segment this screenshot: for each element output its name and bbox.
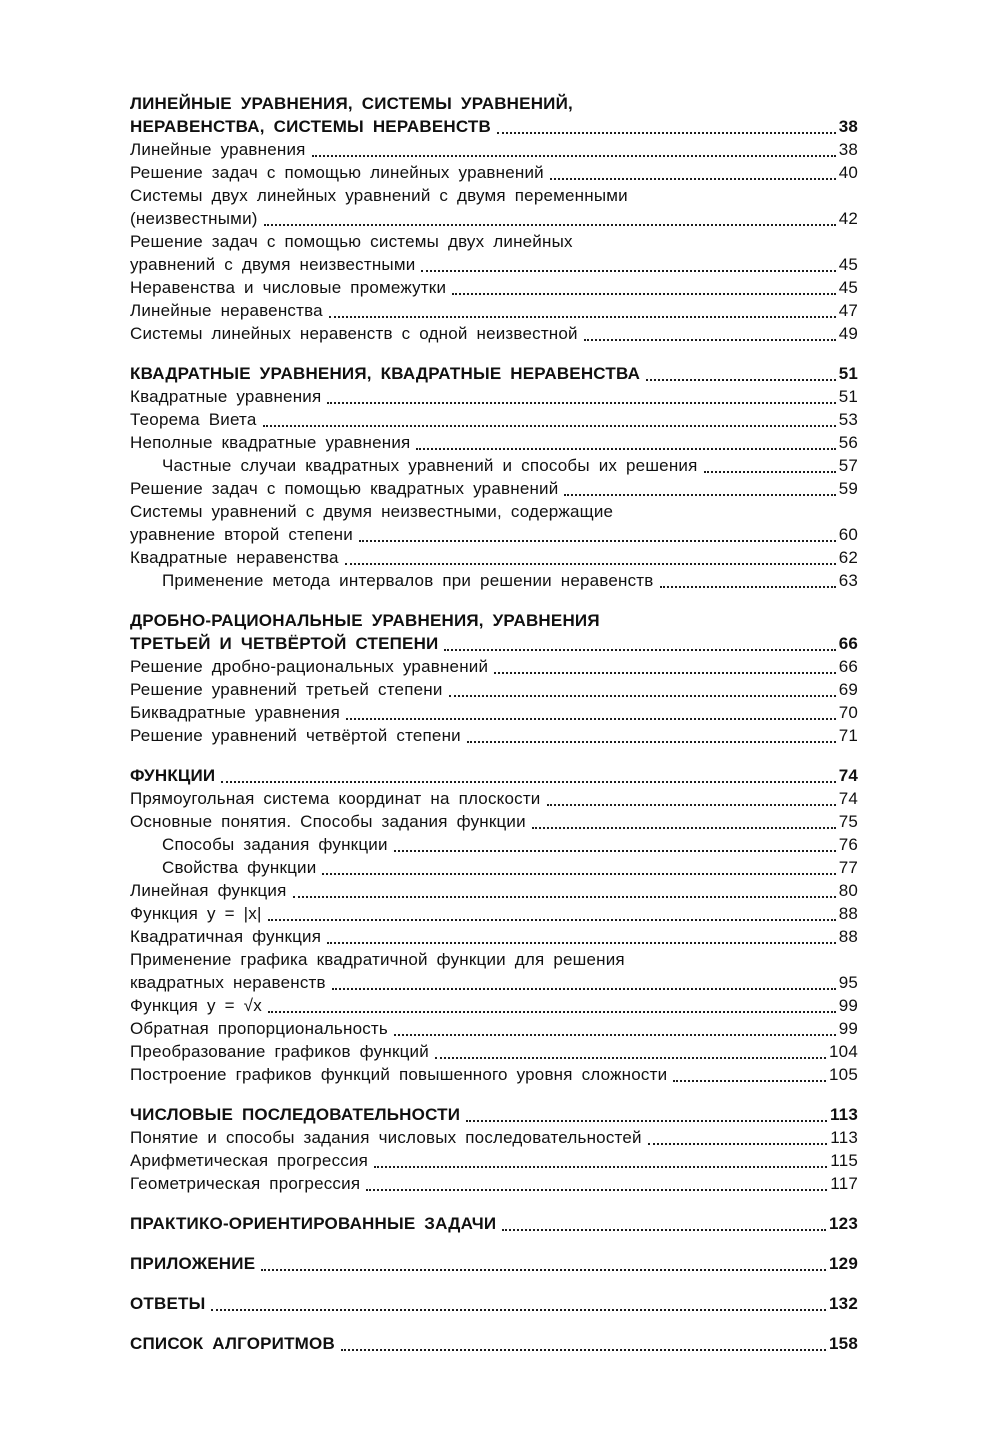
toc-entry-text: уравнение второй степени <box>130 525 353 544</box>
toc-section-heading-text: НЕРАВЕНСТВА, СИСТЕМЫ НЕРАВЕНСТВ <box>130 117 491 136</box>
toc-entry-line <box>130 299 858 322</box>
toc-entry-line <box>130 184 858 207</box>
toc-entry-line <box>130 948 858 971</box>
toc-entry <box>130 879 858 902</box>
toc-entry-line <box>130 253 858 276</box>
toc-section-heading <box>130 1292 858 1315</box>
toc-entry <box>130 299 858 322</box>
toc-entry <box>130 385 858 408</box>
page-number: 75 <box>838 812 858 831</box>
toc-entry-text: Применение графика квадратичной функции для решения <box>130 950 625 969</box>
toc-entry <box>130 569 858 592</box>
toc-entry <box>130 1017 858 1040</box>
toc-section-heading-line <box>130 1103 858 1126</box>
page-number: 88 <box>838 904 858 923</box>
dot-leader <box>494 672 835 674</box>
toc-entry-text: Квадратные уравнения <box>130 387 322 406</box>
page-number: 60 <box>838 525 858 544</box>
toc-entry <box>130 856 858 879</box>
dot-leader <box>345 563 836 565</box>
dot-leader <box>332 988 836 990</box>
toc-entry <box>130 678 858 701</box>
toc-entry-line <box>130 546 858 569</box>
toc-entry <box>130 810 858 833</box>
toc-section-heading-line <box>130 1212 858 1235</box>
toc-entry-text: Геометрическая прогрессия <box>130 1174 361 1193</box>
dot-leader <box>449 695 836 697</box>
page-number: 74 <box>838 766 858 785</box>
toc-entry-text: Прямоугольная система координат на плоскости <box>130 789 541 808</box>
toc-entry-line <box>130 902 858 925</box>
toc-section-heading <box>130 609 858 655</box>
toc-entry <box>130 724 858 747</box>
toc-section-heading-line <box>130 115 858 138</box>
page-number: 63 <box>838 571 858 590</box>
dot-leader <box>466 1120 827 1122</box>
toc-entry-line <box>130 925 858 948</box>
toc-entry <box>130 1149 858 1172</box>
dot-leader <box>327 402 835 404</box>
toc-entry-text: Решение уравнений четвёртой степени <box>130 726 461 745</box>
toc-section-heading-line <box>130 362 858 385</box>
dot-leader <box>359 540 836 542</box>
toc-entry-line <box>130 431 858 454</box>
page-number: 80 <box>838 881 858 900</box>
toc-entry-line <box>130 724 858 747</box>
toc-entry-text: Свойства функции <box>162 858 317 877</box>
toc-entry-line <box>130 678 858 701</box>
dot-leader <box>264 224 836 226</box>
toc-entry <box>130 454 858 477</box>
page-number: 56 <box>838 433 858 452</box>
toc-entry <box>130 500 858 546</box>
table-of-contents <box>130 92 858 1355</box>
toc-entry-line <box>130 1040 858 1063</box>
toc-entry-line <box>130 1172 858 1195</box>
page-number: 115 <box>830 1151 858 1170</box>
toc-entry-text: Решение задач с помощью линейных уравнений <box>130 163 544 182</box>
page-number: 95 <box>838 973 858 992</box>
toc-entry <box>130 184 858 230</box>
toc-entry-text: Функция y = |x| <box>130 904 262 923</box>
toc-entry-text: Преобразование графиков функций <box>130 1042 429 1061</box>
page-number: 45 <box>838 278 858 297</box>
dot-leader <box>322 873 835 875</box>
page-number: 59 <box>838 479 858 498</box>
toc-entry-text: Линейные неравенства <box>130 301 323 320</box>
toc-section-heading-text: ПРАКТИКО-ОРИЕНТИРОВАННЫЕ ЗАДАЧИ <box>130 1214 497 1233</box>
toc-entry <box>130 655 858 678</box>
toc-entry-line <box>130 879 858 902</box>
toc-entry-text: Квадратичная функция <box>130 927 322 946</box>
toc-entry <box>130 276 858 299</box>
toc-entry-line <box>162 569 858 592</box>
page-number: 70 <box>838 703 858 722</box>
dot-leader <box>532 827 836 829</box>
toc-entry-line <box>130 161 858 184</box>
toc-entry-text: Решение задач с помощью квадратных уравнений <box>130 479 559 498</box>
toc-entry-line <box>130 655 858 678</box>
toc-entry <box>130 1172 858 1195</box>
toc-section <box>130 1103 858 1195</box>
toc-entry-line <box>130 787 858 810</box>
toc-section-heading-line <box>130 1252 858 1275</box>
page-number: 49 <box>838 324 858 343</box>
toc-section <box>130 764 858 1086</box>
toc-section-heading-line <box>130 92 858 115</box>
toc-entry <box>130 1063 858 1086</box>
dot-leader <box>268 1011 836 1013</box>
dot-leader <box>550 178 836 180</box>
toc-section-heading-text: ПРИЛОЖЕНИЕ <box>130 1254 256 1273</box>
toc-entry-text: Теорема Виета <box>130 410 257 429</box>
toc-section-heading <box>130 1332 858 1355</box>
toc-section-heading <box>130 764 858 787</box>
toc-entry <box>130 546 858 569</box>
page-number: 57 <box>838 456 858 475</box>
toc-entry <box>130 138 858 161</box>
toc-section-heading-text: ЛИНЕЙНЫЕ УРАВНЕНИЯ, СИСТЕМЫ УРАВНЕНИЙ, <box>130 94 573 113</box>
dot-leader <box>673 1080 826 1082</box>
toc-entry <box>130 477 858 500</box>
toc-entry-line <box>130 230 858 253</box>
dot-leader <box>452 293 836 295</box>
dot-leader <box>564 494 835 496</box>
toc-entry-line <box>130 523 858 546</box>
page-number: 69 <box>838 680 858 699</box>
page-number: 74 <box>838 789 858 808</box>
dot-leader <box>211 1309 826 1311</box>
page-number: 62 <box>838 548 858 567</box>
toc-section-heading-text: СПИСОК АЛГОРИТМОВ <box>130 1334 335 1353</box>
dot-leader <box>329 316 836 318</box>
toc-entry-line <box>130 276 858 299</box>
toc-entry <box>130 948 858 994</box>
page-number: 76 <box>838 835 858 854</box>
toc-entry-line <box>130 1017 858 1040</box>
dot-leader <box>416 448 835 450</box>
dot-leader <box>327 942 836 944</box>
page-number: 104 <box>829 1042 858 1061</box>
toc-section <box>130 1252 858 1275</box>
dot-leader <box>221 781 835 783</box>
dot-leader <box>366 1189 827 1191</box>
toc-entry <box>130 701 858 724</box>
toc-section-heading-line <box>130 1292 858 1315</box>
page-number: 38 <box>838 117 858 136</box>
toc-entry <box>130 1040 858 1063</box>
toc-entry-text: Понятие и способы задания числовых последовательностей <box>130 1128 642 1147</box>
toc-section-heading <box>130 1252 858 1275</box>
toc-entry <box>130 833 858 856</box>
toc-entry-text: Применение метода интервалов при решении неравенств <box>162 571 654 590</box>
toc-entry-line <box>162 856 858 879</box>
toc-entry-text: Биквадратные уравнения <box>130 703 340 722</box>
toc-section-heading-line <box>130 632 858 655</box>
toc-entry-text: Системы двух линейных уравнений с двумя переменными <box>130 186 628 205</box>
page-number: 123 <box>829 1214 858 1233</box>
toc-entry-line <box>130 1149 858 1172</box>
toc-entry-text: квадратных неравенств <box>130 973 326 992</box>
toc-section-heading-text: ТРЕТЬЕЙ И ЧЕТВЁРТОЙ СТЕПЕНИ <box>130 634 439 653</box>
toc-entry <box>130 431 858 454</box>
dot-leader <box>394 850 836 852</box>
toc-entry-text: Неполные квадратные уравнения <box>130 433 411 452</box>
toc-section-heading <box>130 1212 858 1235</box>
toc-entry-text: (неизвестными) <box>130 209 258 228</box>
toc-section <box>130 362 858 592</box>
dot-leader <box>346 718 836 720</box>
dot-leader <box>268 919 836 921</box>
dot-leader <box>584 339 836 341</box>
toc-section-heading-text: ЧИСЛОВЫЕ ПОСЛЕДОВАТЕЛЬНОСТИ <box>130 1105 461 1124</box>
toc-section-heading <box>130 1103 858 1126</box>
toc-entry-line <box>162 833 858 856</box>
dot-leader <box>421 270 835 272</box>
toc-entry-line <box>130 138 858 161</box>
toc-entry-line <box>130 1126 858 1149</box>
toc-entry-line <box>162 454 858 477</box>
toc-entry-line <box>130 971 858 994</box>
dot-leader <box>467 741 836 743</box>
page-number: 88 <box>838 927 858 946</box>
toc-section-heading <box>130 362 858 385</box>
toc-entry-text: Частные случаи квадратных уравнений и способы их решения <box>162 456 698 475</box>
dot-leader <box>704 471 836 473</box>
page-number: 132 <box>829 1294 858 1313</box>
dot-leader <box>547 804 836 806</box>
toc-section <box>130 1292 858 1315</box>
toc-entry-line <box>130 994 858 1017</box>
toc-entry-line <box>130 810 858 833</box>
page-number: 45 <box>838 255 858 274</box>
dot-leader <box>660 586 836 588</box>
dot-leader <box>394 1034 836 1036</box>
dot-leader <box>341 1349 826 1351</box>
page-number: 66 <box>838 634 858 653</box>
toc-entry-line <box>130 322 858 345</box>
toc-entry-line <box>130 408 858 431</box>
toc-entry-text: Способы задания функции <box>162 835 388 854</box>
toc-section-heading <box>130 92 858 138</box>
toc-entry-text: Обратная пропорциональность <box>130 1019 388 1038</box>
toc-entry-line <box>130 701 858 724</box>
page-number: 38 <box>838 140 858 159</box>
page-number: 99 <box>838 1019 858 1038</box>
toc-entry <box>130 925 858 948</box>
toc-entry <box>130 787 858 810</box>
toc-section <box>130 609 858 747</box>
toc-entry-line <box>130 500 858 523</box>
toc-entry-text: Квадратные неравенства <box>130 548 339 567</box>
toc-entry-line <box>130 385 858 408</box>
toc-section-heading-text: ФУНКЦИИ <box>130 766 216 785</box>
toc-section-heading-line <box>130 609 858 632</box>
toc-section-heading-line <box>130 764 858 787</box>
toc-entry-text: уравнений с двумя неизвестными <box>130 255 416 274</box>
toc-entry-line <box>130 1063 858 1086</box>
page-number: 77 <box>838 858 858 877</box>
toc-entry <box>130 902 858 925</box>
toc-entry <box>130 994 858 1017</box>
dot-leader <box>435 1057 826 1059</box>
toc-entry-text: Основные понятия. Способы задания функции <box>130 812 526 831</box>
page-number: 129 <box>829 1254 858 1273</box>
toc-entry-text: Системы линейных неравенств с одной неизвестной <box>130 324 578 343</box>
toc-entry <box>130 230 858 276</box>
toc-section-heading-text: КВАДРАТНЫЕ УРАВНЕНИЯ, КВАДРАТНЫЕ НЕРАВЕНСТВА <box>130 364 641 383</box>
page-number: 71 <box>838 726 858 745</box>
page-number: 105 <box>829 1065 858 1084</box>
dot-leader <box>293 896 836 898</box>
toc-entry-text: Системы уравнений с двумя неизвестными, содержащие <box>130 502 614 521</box>
dot-leader <box>312 155 836 157</box>
page-number: 113 <box>830 1128 858 1147</box>
toc-entry-text: Решение уравнений третьей степени <box>130 680 443 699</box>
page-number: 53 <box>838 410 858 429</box>
page-number: 113 <box>829 1105 858 1124</box>
dot-leader <box>444 649 835 651</box>
toc-entry <box>130 1126 858 1149</box>
toc-entry-line <box>130 477 858 500</box>
page-number: 99 <box>838 996 858 1015</box>
toc-entry-text: Решение задач с помощью системы двух линейных <box>130 232 573 251</box>
toc-section-heading-text: ДРОБНО-РАЦИОНАЛЬНЫЕ УРАВНЕНИЯ, УРАВНЕНИЯ <box>130 611 600 630</box>
page-number: 66 <box>838 657 858 676</box>
dot-leader <box>646 379 836 381</box>
toc-section <box>130 92 858 345</box>
page-number: 117 <box>830 1174 858 1193</box>
toc-entry-line <box>130 207 858 230</box>
toc-entry <box>130 408 858 431</box>
dot-leader <box>261 1269 826 1271</box>
toc-entry <box>130 161 858 184</box>
toc-section <box>130 1332 858 1355</box>
toc-entry <box>130 322 858 345</box>
page-number: 51 <box>838 364 858 383</box>
toc-entry-text: Неравенства и числовые промежутки <box>130 278 447 297</box>
toc-entry-text: Линейные уравнения <box>130 140 306 159</box>
dot-leader <box>497 132 836 134</box>
page-number: 51 <box>838 387 858 406</box>
toc-entry-text: Построение графиков функций повышенного уровня сложности <box>130 1065 668 1084</box>
page-number: 40 <box>838 163 858 182</box>
page-number: 47 <box>838 301 858 320</box>
page-number: 42 <box>838 209 858 228</box>
page-number: 158 <box>829 1334 858 1353</box>
toc-section-heading-text: ОТВЕТЫ <box>130 1294 206 1313</box>
toc-entry-text: Линейная функция <box>130 881 287 900</box>
toc-section-heading-line <box>130 1332 858 1355</box>
toc-entry-text: Арифметическая прогрессия <box>130 1151 369 1170</box>
toc-entry-text: Решение дробно-рациональных уравнений <box>130 657 489 676</box>
dot-leader <box>502 1229 826 1231</box>
dot-leader <box>374 1166 827 1168</box>
toc-section <box>130 1212 858 1235</box>
dot-leader <box>263 425 836 427</box>
toc-entry-text: Функция y = √x <box>130 996 262 1015</box>
dot-leader <box>648 1143 828 1145</box>
